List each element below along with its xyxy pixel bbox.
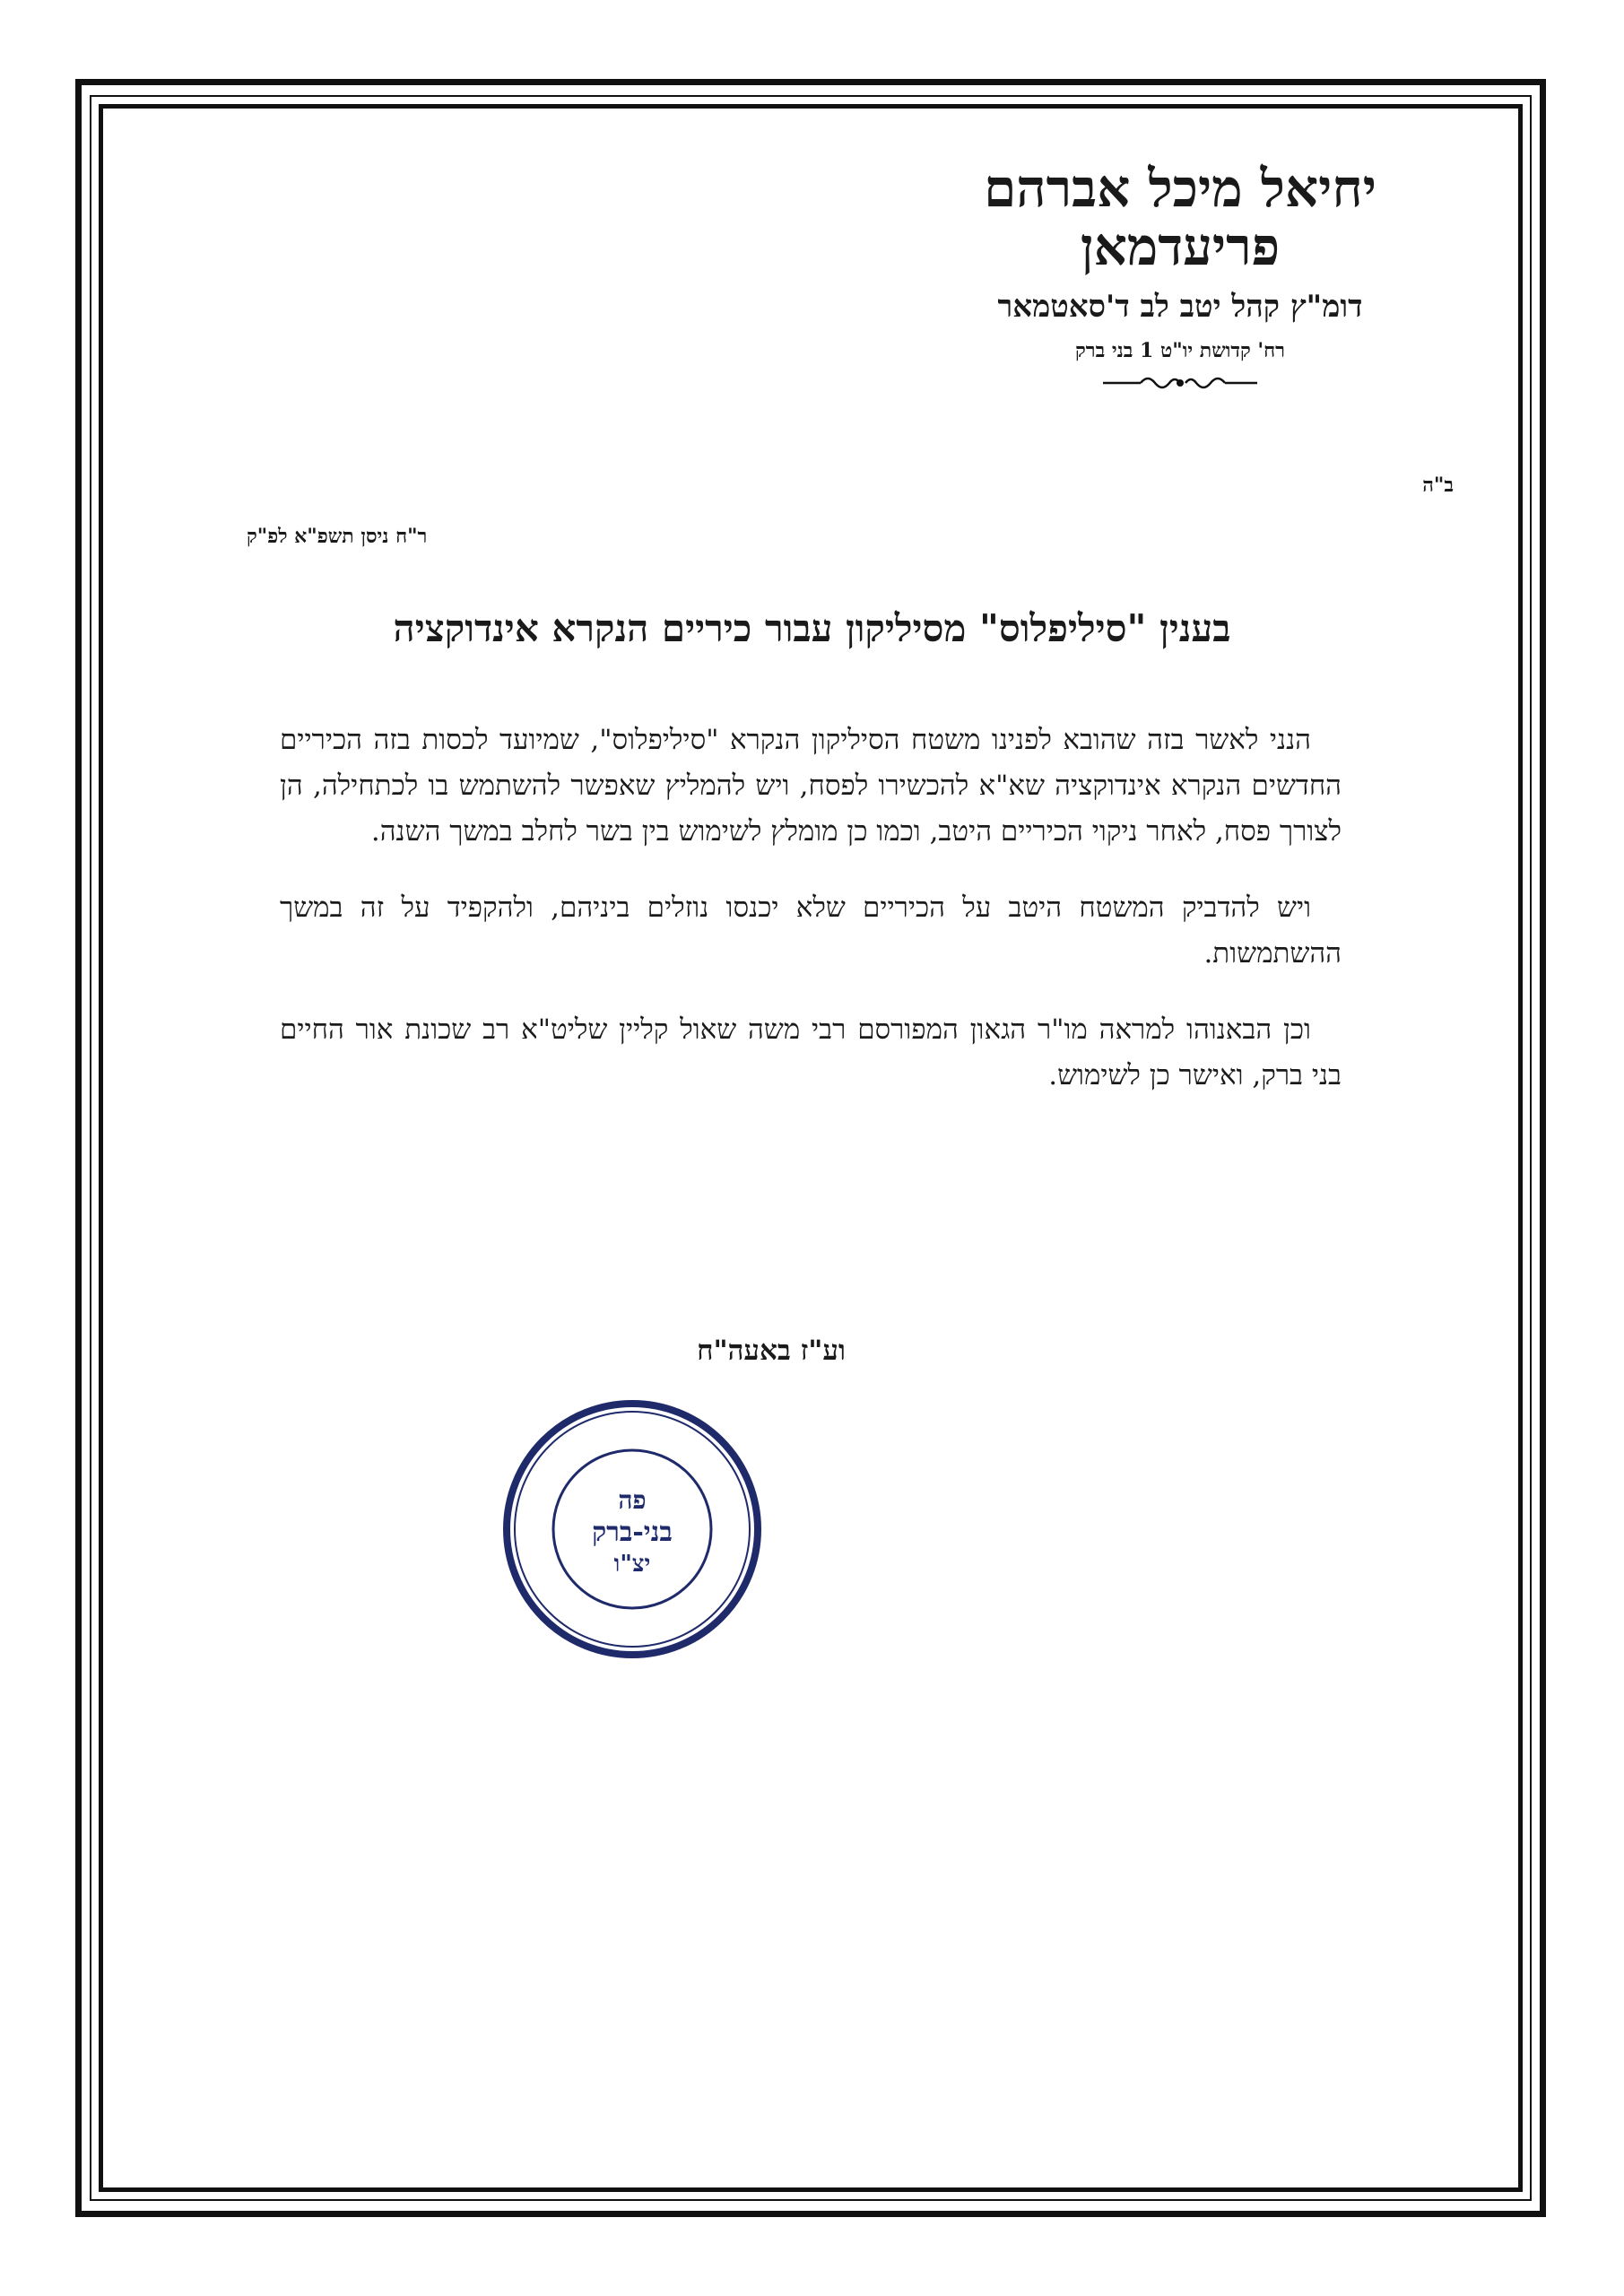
closing-line: וע"ז באעה"ח: [697, 1335, 846, 1367]
letterhead-address: רח' קדושת יו"ט 1 בני ברק: [1074, 338, 1285, 362]
stamp-center-line2: בני-ברק: [592, 1517, 673, 1548]
letter-date: ר"ח ניסן תשפ"א לפ"ק: [247, 525, 428, 548]
letterhead-name-line2: פריעדמאן: [1080, 215, 1281, 277]
rabbinical-stamp: [502, 1399, 762, 1659]
page-border-inner: [99, 104, 1523, 2192]
letterhead-title: דומ"ץ קהל יטב לב ד'סאטמאר: [997, 288, 1363, 325]
stamp-center-line1: פה: [618, 1485, 647, 1515]
body-paragraph: וכן הבאנוהו למראה מו"ר הגאון המפורסם רבי משה שאול קליין שליט"א רב שכונת אור החיים בני ברק, ואישר כן לשימוש.: [280, 1013, 1342, 1091]
stamp-center-line3: יצ"ו: [613, 1551, 651, 1578]
body-paragraph: ויש להדביק המשטח היטב על הכיריים שלא יכנסו נוזלים ביניהם, ולהקפיד על זה במשך ההשתמשות.: [280, 891, 1342, 970]
flourish-icon: [1099, 371, 1261, 395]
letterhead-name-line1: יחיאל מיכל אברהם: [984, 158, 1376, 219]
body-paragraph: הנני לאשר בזה שהובא לפנינו משטח הסיליקון הנקרא "סיליפלוס", שמיועד לכסות בזה הכיריים החדשים הנקרא אינדוקציה שא"א להכשירו לפסח, ויש להמליץ שאפשר להשתמש בו לכתחילה, הן לצורך פסח, לאחר ניקוי הכיריים היטב, וכמו כן מומלץ לשימוש בין בשר לחלב במשך השנה.: [280, 724, 1342, 848]
ornament-divider: [929, 371, 1431, 395]
letterhead: [929, 160, 1431, 395]
stamp-outer-text: [502, 1399, 509, 1405]
letter-body: [280, 718, 1342, 1129]
letter-subject: בענין "סיליפלוס" מסיליקון עבור כיריים הנקרא אינדוקציה: [393, 606, 1231, 650]
bh-header: ב"ה: [1422, 474, 1454, 497]
stamp-seal-icon: [502, 1399, 762, 1659]
